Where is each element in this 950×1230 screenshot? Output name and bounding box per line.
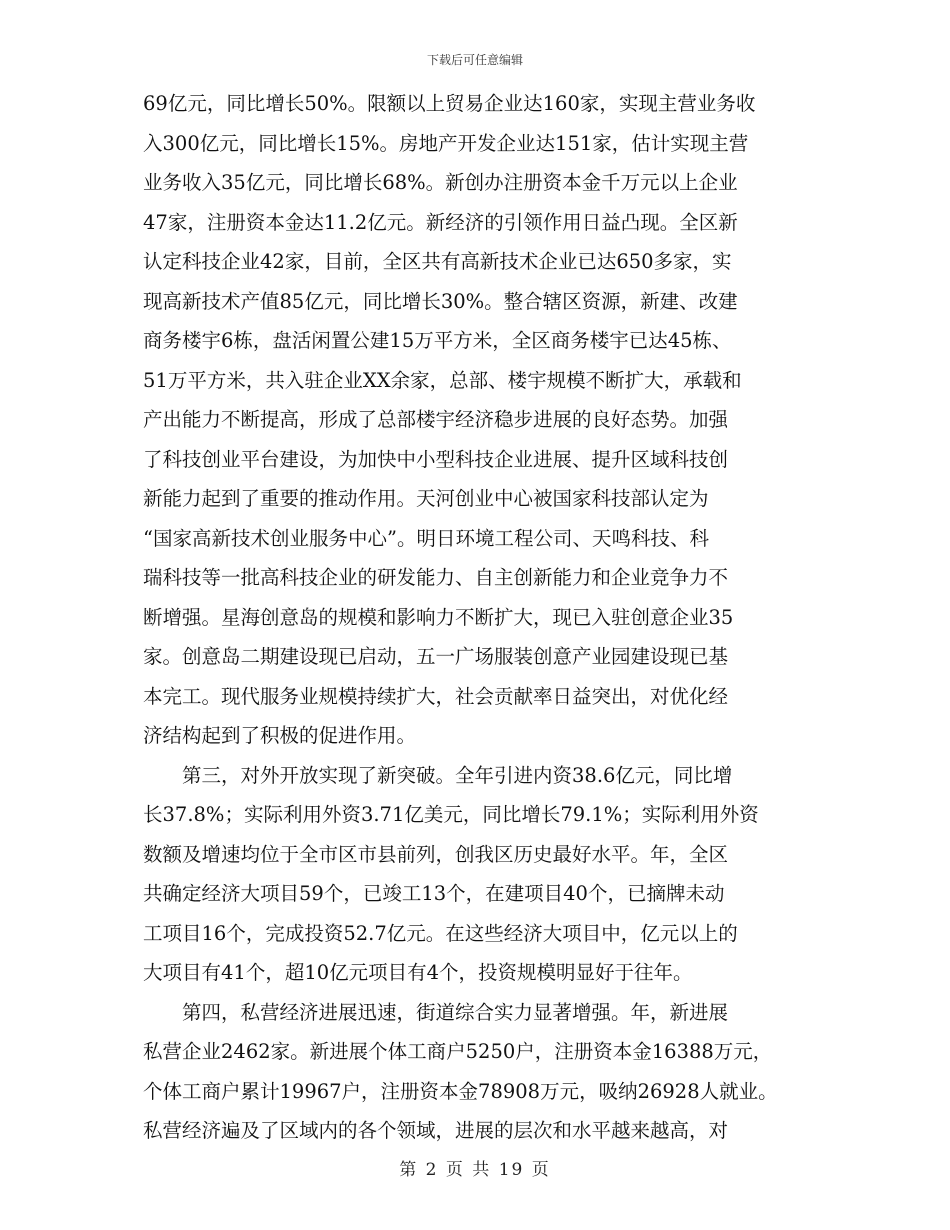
text-line: 工项目16个，完成投资52.7亿元。在这些经济大项目中，亿元以上的 — [143, 921, 738, 945]
text-line: 业务收入35亿元，同比增长68%。新创办注册资本金千万元以上企业 — [143, 171, 738, 194]
text-line: 商务楼宇6栋，盘活闲置公建15万平方米，全区商务楼宇已达45栋、 — [143, 329, 732, 352]
text-line: 入300亿元，同比增长15%。房地产开发企业达151家，估计实现主营 — [143, 131, 749, 155]
text-line: 大项目有41个，超10亿元项目有4个，投资规模明显好于往年。 — [143, 961, 693, 984]
body-text — [143, 84, 813, 1151]
text-line: 47家，注册资本金达11.2亿元。新经济的引领作用日益凸现。全区新 — [143, 210, 738, 234]
text-line: 私营企业2462家。新进展个体工商户5250户，注册资本金16388万元， — [143, 1040, 773, 1063]
page-footer: 第 2 页 共 19 页 — [399, 1160, 551, 1180]
paragraph-start-line: 第三，对外开放实现了新突破。全年引进内资38.6亿元，同比增 — [182, 763, 733, 787]
text-line: 私营经济遍及了区域内的各个领域，进展的层次和水平越来越高，对 — [143, 1119, 729, 1142]
text-line: 了科技创业平台建设，为加快中小型科技企业进展、提升区域科技创 — [143, 447, 729, 471]
text-line: 断增强。星海创意岛的规模和影响力不断扩大，现已入驻创意企业35 — [143, 605, 734, 629]
paragraph-start-line: 第四，私营经济进展迅速，街道综合实力显著增强。年，新进展 — [182, 1000, 729, 1024]
text-line: 个体工商户累计19967户，注册资本金78908万元，吸纳26928人就业。 — [143, 1079, 778, 1103]
text-line: 认定科技企业42家，目前，全区共有高新技术企业已达650多家，实 — [143, 250, 732, 273]
text-line: 现高新技术产值85亿元，同比增长30%。整合辖区资源，新建、改建 — [143, 289, 738, 313]
text-line: 产出能力不断提高，形成了总部楼宇经济稳步进展的良好态势。加强 — [143, 408, 729, 431]
text-line: 新能力起到了重要的推动作用。天河创业中心被国家科技部认定为 — [143, 487, 709, 510]
text-line: 本完工。现代服务业规模持续扩大，社会贡献率日益突出，对优化经 — [143, 684, 729, 708]
text-line: “国家高新技术创业服务中心”。明日环境工程公司、天鸣科技、科 — [143, 526, 709, 550]
text-line: 济结构起到了积极的促进作用。 — [143, 724, 417, 747]
text-line: 共确定经济大项目59个，已竣工13个，在建项目40个，已摘牌未动 — [143, 882, 725, 905]
text-line: 69亿元，同比增长50%。限额以上贸易企业达160家，实现主营业务收 — [143, 92, 756, 115]
page-header: 下载后可任意编辑 — [426, 53, 523, 67]
text-line: 长37.8%；实际利用外资3.71亿美元，同比增长79.1%；实际利用外资 — [143, 803, 759, 826]
text-line: 家。创意岛二期建设现已启动，五一广场服装创意产业园建设现已基 — [143, 645, 729, 668]
text-line: 数额及增速均位于全市区市县前列，创我区历史最好水平。年，全区 — [143, 842, 729, 866]
text-line: 51万平方米，共入驻企业XX余家，总部、楼宇规模不断扩大，承载和 — [143, 368, 742, 392]
text-line: 瑞科技等一批高科技企业的研发能力、自主创新能力和企业竞争力不 — [143, 566, 729, 589]
